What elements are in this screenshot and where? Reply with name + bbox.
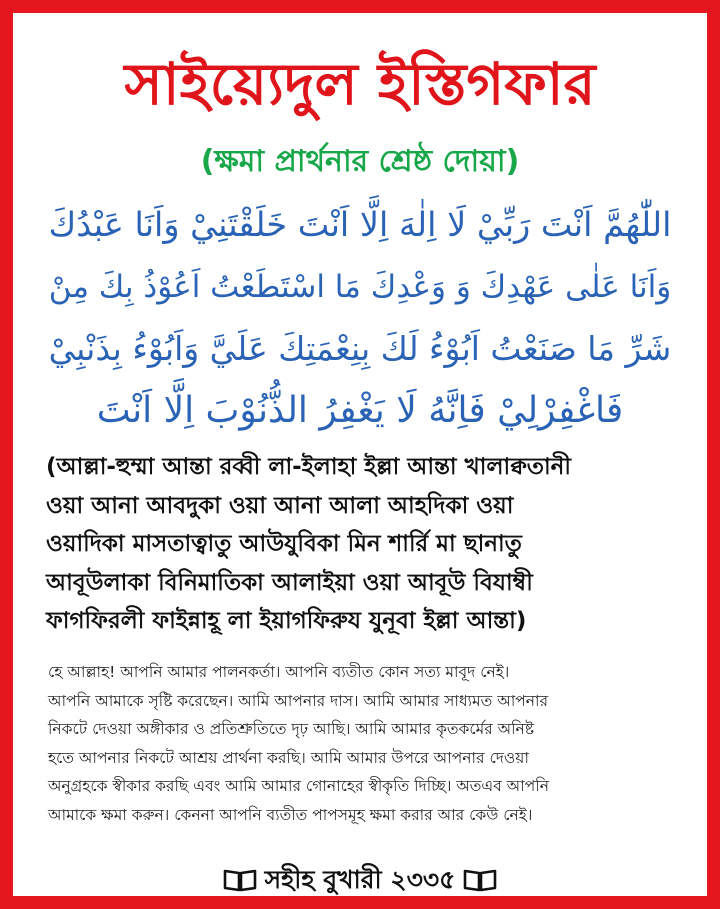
open-book-icon bbox=[223, 868, 257, 892]
meaning-line: অনুগ্রহকে স্বীকার করছি এবং আমি আমার গোনাহের স্বীকৃতি দিচ্ছি। অতএব আপনি bbox=[48, 777, 549, 795]
poster-subtitle: (ক্ষমা প্রার্থনার শ্রেষ্ঠ দোয়া) bbox=[200, 144, 520, 179]
pronunciation-line: ওয়া আনা আবদুকা ওয়া আনা আলা আহদিকা ওয়া bbox=[46, 492, 514, 519]
pronunciation-line: ওয়াদিকা মাসতাত্বাতু আউযুবিকা মিন শার্রি মা ছানাতু bbox=[46, 531, 522, 557]
arabic-line: اللّٰهُمَّ اَنْتَ رَبِّيْ لَا اِلٰهَ اِلَّا اَنْتَ خَلَقْتَنِيْ وَاَنَا عَبْدُكَ bbox=[48, 205, 672, 244]
bangla-pronunciation bbox=[46, 448, 674, 641]
open-book-icon bbox=[463, 868, 497, 892]
pronunciation-line: ফাগফিরলী ফাইন্নাহূ লা ইয়াগফিরুয যুনূবা ইল্লা আন্তা) bbox=[46, 608, 527, 634]
poster-title: সাইয়্যেদুল ইস্তিগফার bbox=[124, 50, 596, 118]
arabic-line: شَرِّ مَا صَنَعْتُ اَبُوْءُ لَكَ بِنِعْمَتِكَ عَلَيَّ وَاَبُوْءُ بِذَنْبِيْ bbox=[48, 329, 672, 368]
arabic-line: وَاَنَا عَلٰى عَهْدِكَ وَ وَعْدِكَ مَا اسْتَطَعْتُ اَعُوْذُ بِكَ مِنْ bbox=[48, 269, 672, 305]
meaning-line: হতে আপনার নিকটে আশ্রয় প্রার্থনা করছি। আমি আমার উপরে আপনার দেওয়া bbox=[48, 748, 529, 767]
meaning-line: আপনি আমাকে সৃষ্টি করেছেন। আমি আপনার দাস। আমি আমার সাধ্যমত আপনার bbox=[48, 691, 549, 710]
bangla-meaning bbox=[48, 658, 672, 829]
meaning-line: হে আল্লাহ! আপনি আমার পালনকর্তা। আপনি ব্যতীত কোন সত্য মাবূদ নেই। bbox=[48, 663, 510, 681]
source-reference bbox=[26, 860, 694, 900]
arabic-dua bbox=[46, 194, 674, 442]
pronunciation-line: আবূউলাকা বিনিমাতিকা আলাইয়া ওয়া আবূউ বিযাম্বী bbox=[46, 569, 533, 596]
arabic-line: فَاغْفِرْلِيْ فَاِنَّهُ لَا يَغْفِرُ الذُّنُوْبَ اِلَّا اَنْتَ bbox=[96, 390, 624, 431]
pronunciation-line: (আল্লা-হুম্মা আন্তা রব্বী লা-ইলাহা ইল্লা আন্তা খালাক্বতানী bbox=[46, 454, 571, 480]
poster-content bbox=[26, 26, 694, 894]
meaning-line: আমাকে ক্ষমা করুন। কেননা আপনি ব্যতীত পাপসমূহ ক্ষমা করার আর কেউ নেই। bbox=[48, 805, 533, 824]
meaning-line: নিকটে দেওয়া অঙ্গীকার ও প্রতিশ্রুতিতে দৃঢ় আছি। আমি আমার কৃতকর্মের অনিষ্ট bbox=[48, 720, 535, 738]
source-text: সহীহ বুখারী ২৩৩৫ bbox=[264, 865, 456, 894]
